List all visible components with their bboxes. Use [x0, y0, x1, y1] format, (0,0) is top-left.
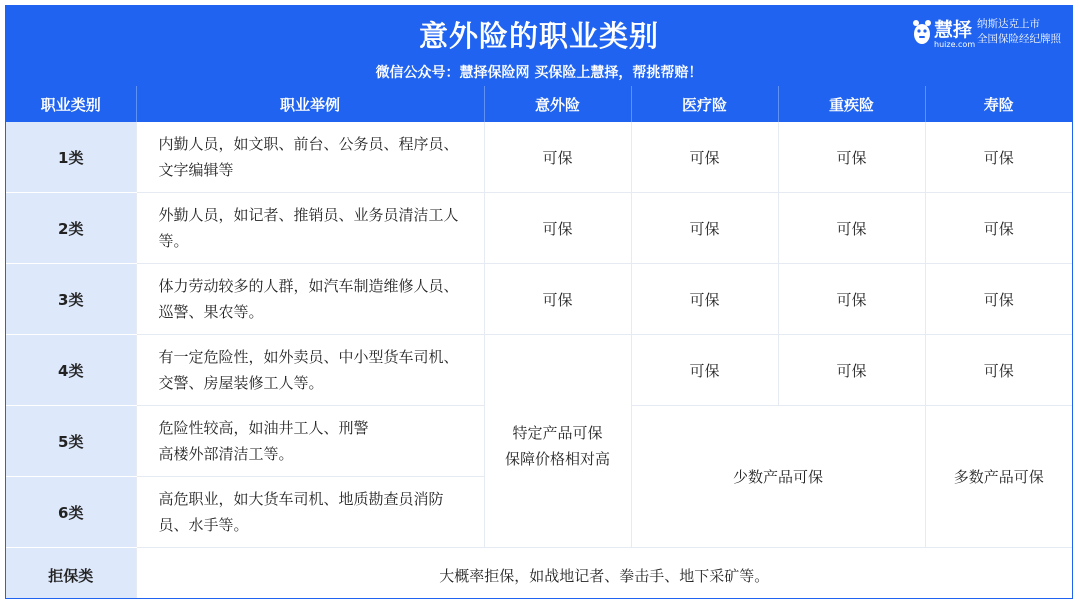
occupation-table — [6, 86, 1072, 599]
accident-merged-cell — [484, 335, 631, 548]
accident-cell: 可保 — [484, 264, 631, 335]
life-cell: 可保 — [925, 193, 1072, 264]
accident-cell: 可保 — [484, 122, 631, 193]
category-cell: 4类 — [6, 335, 136, 406]
col-header-example: 职业举例 — [136, 86, 484, 122]
life-cell: 可保 — [925, 335, 1072, 406]
critical-cell: 可保 — [778, 193, 925, 264]
tagline-line-2: 全国保险经纪牌照 — [977, 33, 1061, 45]
brand-logo — [912, 17, 974, 51]
category-cell-reject: 拒保类 — [6, 548, 136, 600]
critical-cell: 可保 — [778, 264, 925, 335]
category-cell: 2类 — [6, 193, 136, 264]
category-cell: 6类 — [6, 477, 136, 548]
tagline-line-1: 纳斯达克上市 — [977, 18, 1040, 30]
category-cell: 1类 — [6, 122, 136, 193]
logo-domain-text: huize.com — [934, 40, 976, 49]
table-row — [6, 335, 1072, 406]
life-merged-cell: 多数产品可保 — [925, 406, 1072, 548]
table-header-row — [6, 86, 1072, 122]
example-cell — [136, 406, 484, 477]
mascot-icon — [912, 19, 932, 45]
col-header-critical: 重疾险 — [778, 86, 925, 122]
table-row — [6, 122, 1072, 193]
category-cell: 5类 — [6, 406, 136, 477]
medical-critical-merged-cell: 少数产品可保 — [631, 406, 925, 548]
page-subtitle: 微信公众号：慧择保险网 买保险上慧择，帮挑帮赔！ — [375, 65, 703, 81]
logo-brand-text: 慧择 — [934, 19, 973, 41]
col-header-category: 职业类别 — [6, 86, 136, 122]
example-cell: 外勤人员，如记者、推销员、业务员清洁工人等。 — [136, 193, 484, 264]
accident-merged-line-1: 特定产品可保 — [512, 424, 603, 442]
critical-cell: 可保 — [778, 335, 925, 406]
page-title: 意外险的职业类别 — [418, 19, 659, 53]
medical-cell: 可保 — [631, 122, 778, 193]
example-cell: 体力劳动较多的人群，如汽车制造维修人员、巡警、果农等。 — [136, 264, 484, 335]
col-header-life: 寿险 — [925, 86, 1072, 122]
example-cell: 有一定危险性，如外卖员、中小型货车司机、交警、房屋装修工人等。 — [136, 335, 484, 406]
category-cell: 3类 — [6, 264, 136, 335]
col-header-accident: 意外险 — [484, 86, 631, 122]
example-cell: 内勤人员，如文职、前台、公务员、程序员、文字编辑等 — [136, 122, 484, 193]
table-row — [6, 264, 1072, 335]
col-header-medical: 医疗险 — [631, 86, 778, 122]
critical-cell: 可保 — [778, 122, 925, 193]
header-banner — [6, 6, 1072, 86]
life-cell: 可保 — [925, 122, 1072, 193]
medical-cell: 可保 — [631, 264, 778, 335]
reject-note-cell: 大概率拒保，如战地记者、拳击手、地下采矿等。 — [136, 548, 1072, 600]
example-cell: 高危职业，如大货车司机、地质勘查员消防员、水手等。 — [136, 477, 484, 548]
table-row-reject — [6, 548, 1072, 600]
brand-tagline — [977, 17, 1061, 47]
life-cell: 可保 — [925, 264, 1072, 335]
accident-merged-line-2: 保障价格相对高 — [504, 450, 610, 468]
medical-cell: 可保 — [631, 335, 778, 406]
accident-cell: 可保 — [484, 193, 631, 264]
table-row — [6, 193, 1072, 264]
insurance-occupation-card — [5, 5, 1073, 599]
example-line-2: 高楼外部清洁工等。 — [158, 445, 294, 463]
medical-cell: 可保 — [631, 193, 778, 264]
example-line-1: 危险性较高，如油井工人、刑警 — [158, 419, 369, 437]
